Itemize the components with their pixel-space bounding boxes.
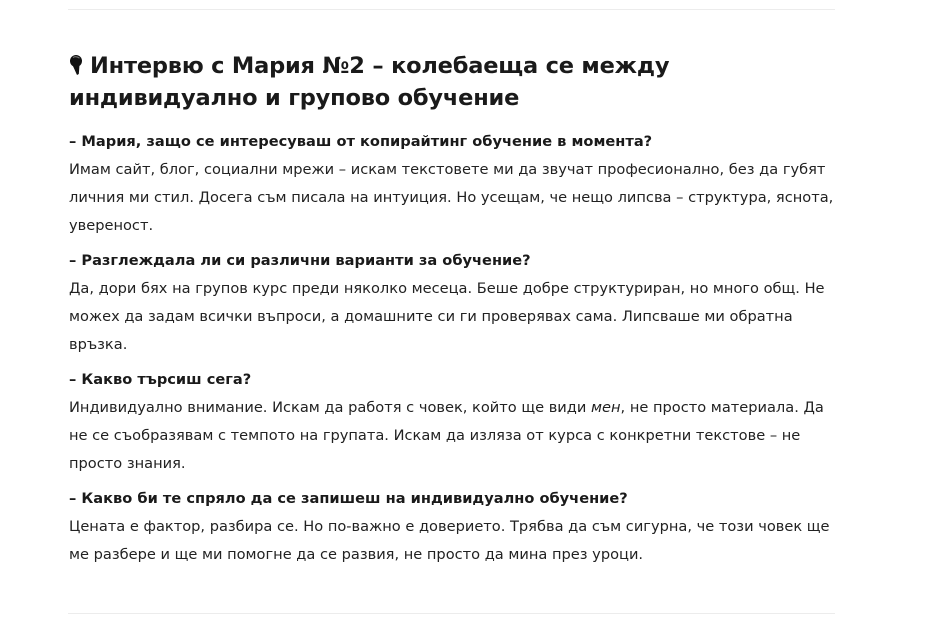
answer-4: Цената е фактор, разбира се. Но по-важно е доверието. Трябва да съм сигурна, че този човек ще ме разбере и ще ми помогне да се развия, не просто да мина през уроци. [69,518,830,563]
answer-2: Да, дори бях на групов курс преди няколко месеца. Беше добре структуриран, но много общ. Не можех да задам всички въпроси, а домашните си ги проверявах сама. Липсваше ми обратна връзка. [69,280,825,353]
question-4: – Какво би те спряло да се запишеш на индивидуално обучение? [69,490,628,507]
question-2: – Разглеждала ли си различни варианти за обучение? [69,252,531,269]
answer-1: Имам сайт, блог, социални мрежи – искам текстовете ми да звучат професионално, без да губят личния ми стил. Досега съм писала на интуиция. Но усещам, че нещо липсва – структура, яснота, увереност. [69,161,834,234]
bottom-divider [68,613,835,614]
question-1: – Мария, защо се интересуваш от копирайтинг обучение в момента? [69,133,653,150]
article-heading-text: Интервю с Мария №2 – колебаеща се между индивидуално и групово обучение [69,53,670,111]
question-3: – Какво търсиш сега? [69,371,252,388]
answer-3-emphasis: мен [591,399,621,416]
article-heading [69,50,839,114]
answer-3-part-2: , не просто материала. Да не се съобразявам с темпото на групата. Искам да изляза от курса с конкретни текстове – не просто знания. [69,399,824,472]
answer-3-part-1: Индивидуално внимание. Искам да работя с човек, който ще види [69,399,592,416]
microphone-icon [69,52,87,72]
qa-block-3 [69,366,839,478]
qa-block-1 [69,128,839,240]
top-divider [68,9,835,10]
interview-article [69,50,839,569]
qa-block-2 [69,247,839,359]
answer-3 [69,394,839,478]
qa-block-4 [69,485,839,569]
